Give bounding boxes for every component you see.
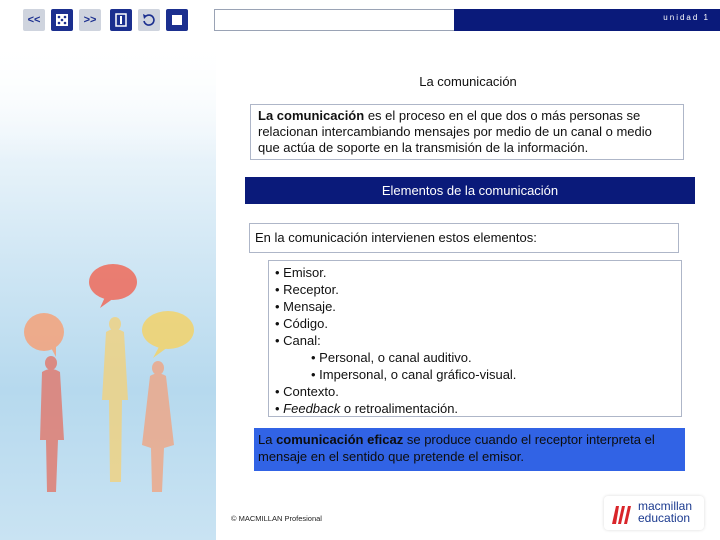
- list-icon: [115, 13, 127, 27]
- list-item: • Mensaje.: [275, 299, 336, 314]
- logo-text: [638, 500, 692, 524]
- speech-bubble-orange: [24, 313, 64, 351]
- index-button[interactable]: [51, 9, 73, 31]
- feedback-text: o retroalimentación.: [340, 401, 459, 416]
- effective-prefix: La: [258, 432, 277, 447]
- elements-list: [268, 260, 682, 417]
- intro-box: En la comunicación intervienen estos elementos:: [249, 223, 679, 253]
- previous-icon: <<: [27, 14, 41, 26]
- feedback-bullet: •: [275, 401, 284, 416]
- person-left: [40, 369, 64, 492]
- list-item: • Receptor.: [275, 282, 339, 297]
- dice-index-icon: [55, 13, 69, 27]
- logo-line2: education: [638, 511, 691, 525]
- list-subitem: • Personal, o canal auditivo.: [311, 350, 472, 365]
- list-item-feedback: [275, 400, 675, 417]
- macmillan-logo: [604, 496, 704, 530]
- section-header: Elementos de la comunicación: [245, 177, 695, 204]
- contents-button[interactable]: [110, 9, 132, 31]
- speech-bubble-yellow: [142, 311, 194, 349]
- person-right: [142, 374, 174, 493]
- definition-text: es el proceso en el que dos o más personas se relacionan intercambiando mensajes por medio de un canal o medio que actúa de soporte en la transmisión de la información.: [258, 108, 652, 155]
- header-bar: [214, 9, 454, 31]
- person-middle: [102, 329, 128, 482]
- list-item: • Código.: [275, 316, 328, 331]
- list-subitem: • Impersonal, o canal gráfico-visual.: [311, 367, 517, 382]
- undo-icon: [141, 12, 157, 28]
- people-speech-bubbles-illustration: [0, 40, 216, 540]
- speech-bubble-red: [89, 264, 137, 300]
- header-unit-bar: [454, 9, 720, 31]
- macmillan-m-icon: [610, 500, 636, 526]
- list-item: • Contexto.: [275, 384, 339, 399]
- previous-button[interactable]: [23, 9, 45, 31]
- list-item: • Canal:: [275, 333, 321, 348]
- unit-label: unidad 1: [663, 13, 710, 22]
- effective-text: se produce cuando el receptor interpreta el mensaje en el sentido que pretende el emisor.: [258, 432, 655, 464]
- effective-term: comunicación eficaz: [276, 432, 404, 447]
- definition-box: [250, 104, 684, 160]
- list-item: • Emisor.: [275, 265, 327, 280]
- stop-icon: [171, 14, 183, 26]
- logo-line1: macmillan: [638, 499, 693, 513]
- page-title: La comunicación: [419, 74, 517, 89]
- next-button[interactable]: [79, 9, 101, 31]
- effective-communication-box: [254, 428, 685, 471]
- feedback-term: Feedback: [283, 401, 341, 416]
- exit-button[interactable]: [166, 9, 188, 31]
- back-button[interactable]: [138, 9, 160, 31]
- copyright-text: © MACMILLAN Profesional: [231, 514, 322, 523]
- next-icon: >>: [83, 14, 97, 26]
- definition-term: La comunicación: [258, 108, 365, 123]
